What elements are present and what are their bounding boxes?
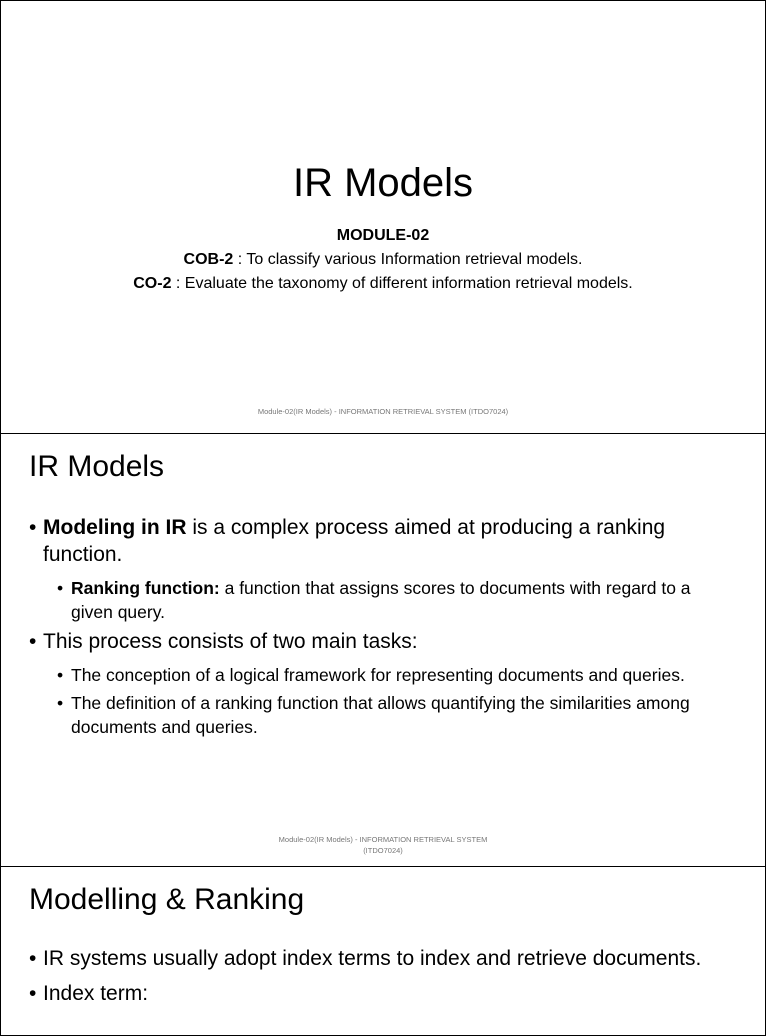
co-text: : Evaluate the taxonomy of different information retrieval models. <box>171 275 633 292</box>
bullet-text: The conception of a logical framework for representing documents and queries. <box>71 665 685 685</box>
slide-ir-models <box>0 433 766 867</box>
footer-line: Module-02(IR Models) - INFORMATION RETRIEVAL SYSTEM <box>278 835 488 844</box>
slide-title: IR Models <box>29 450 165 483</box>
bullet-text: The definition of a ranking function that allows quantifying the similarities among documents and queries. <box>71 693 690 737</box>
cob-text: : To classify various Information retrieval models. <box>233 251 583 268</box>
course-objective <box>1 251 765 269</box>
slide-footer: Module-02(IR Models) - INFORMATION RETRIEVAL SYSTEM (ITDO7024) <box>257 407 509 416</box>
sub-bullet-item <box>29 663 737 687</box>
bullet-text: is a complex process aimed at producing a ranking function. <box>43 516 666 566</box>
slide-title: Modelling & Ranking <box>29 883 305 916</box>
bullet-text: a function that assigns scores to documents with regard to a given query. <box>71 578 691 622</box>
course-outcome <box>1 275 765 293</box>
sub-bullet-item <box>29 691 737 739</box>
bullet-item <box>29 628 737 655</box>
slide-modelling-ranking <box>0 866 766 1036</box>
bullet-item <box>29 945 737 972</box>
bullet-item <box>29 514 737 568</box>
slide-footer <box>1 834 765 856</box>
footer-line: (ITDO7024) <box>363 846 403 855</box>
slide-title-ir-models <box>0 0 766 434</box>
bullet-bold: Ranking function: <box>71 578 220 598</box>
bullet-text: Index term: <box>43 982 149 1005</box>
bullet-text: This process consists of two main tasks: <box>43 630 418 653</box>
sub-bullet-item <box>29 576 737 624</box>
cob-label: COB-2 <box>183 251 234 268</box>
bullet-text: IR systems usually adopt index terms to index and retrieve documents. <box>43 947 702 970</box>
bullet-list <box>29 945 737 1015</box>
module-label: MODULE-02 <box>336 227 430 244</box>
bullet-bold: Modeling in IR <box>43 516 187 539</box>
bullet-item <box>29 980 737 1007</box>
slide-title: IR Models <box>292 161 474 205</box>
bullet-list <box>29 514 737 743</box>
co-label: CO-2 <box>133 275 172 292</box>
